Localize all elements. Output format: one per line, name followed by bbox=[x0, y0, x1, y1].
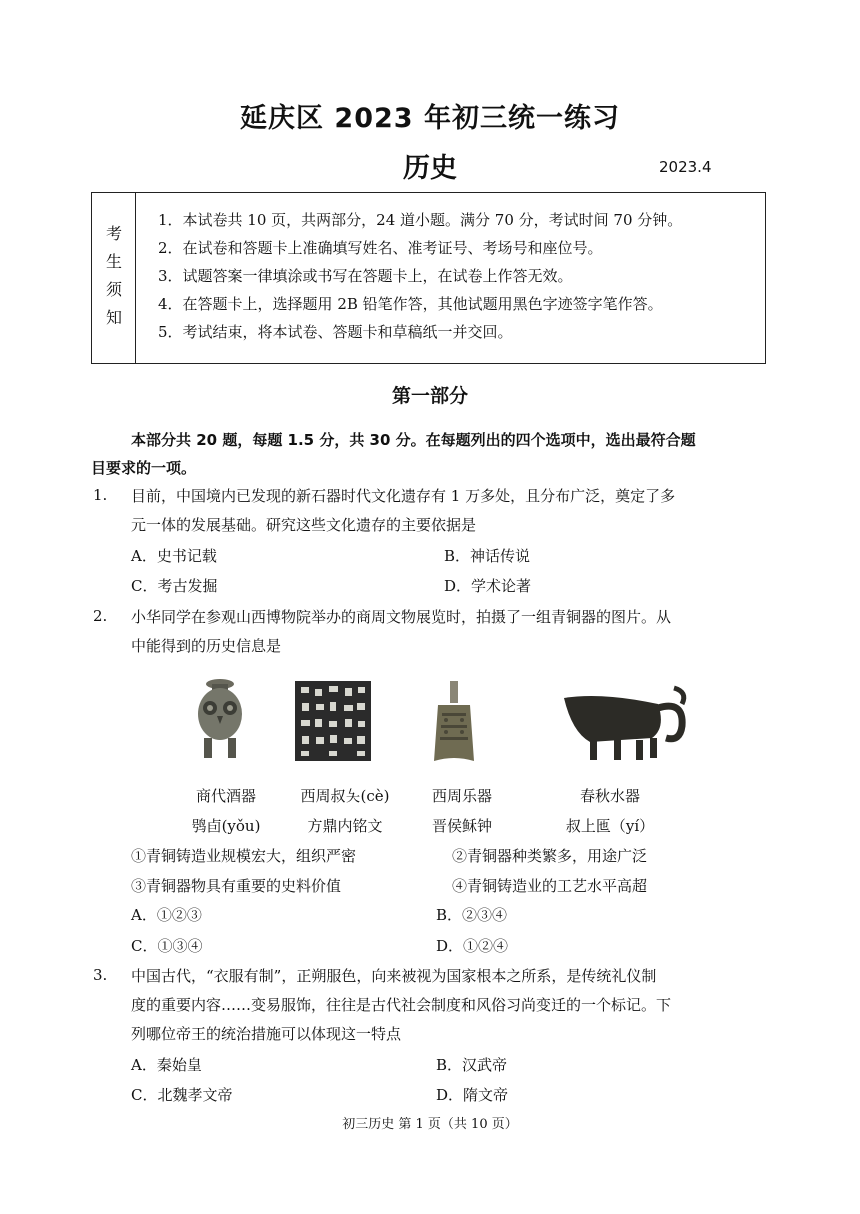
question-stem bbox=[131, 962, 771, 1049]
subject-title: 历史 bbox=[403, 153, 457, 184]
option-d: D．学术论著 bbox=[444, 577, 532, 595]
option-a: A．史书记载 bbox=[131, 547, 217, 565]
notice-label-char: 考 bbox=[105, 224, 122, 243]
stem-line: 列哪位帝王的统治措施可以体现这一特点 bbox=[131, 1025, 402, 1043]
page-footer: 初三历史 第 1 页（共 10 页） bbox=[342, 1117, 518, 1132]
caption-line: 西周乐器 bbox=[431, 787, 492, 805]
option-a: A．秦始皇 bbox=[131, 1056, 202, 1074]
stem-line: 元一体的发展基础。研究这些文化遗存的主要依据是 bbox=[131, 516, 477, 534]
instruction-line: 本部分共 20 题，每题 1.5 分，共 30 分。在每题列出的四个选项中，选出最符合题 bbox=[131, 431, 696, 449]
bell-zhong-image bbox=[432, 681, 476, 765]
notice-item: 2．在试卷和答题卡上准确填写姓名、准考证号、考场号和座位号。 bbox=[158, 239, 603, 257]
question-stem bbox=[131, 482, 771, 540]
notice-label-char: 知 bbox=[105, 308, 122, 327]
caption-line: 鸮卣(yǒu) bbox=[191, 817, 261, 835]
question-number: 2. bbox=[93, 607, 108, 625]
question-stem bbox=[131, 603, 771, 661]
part-instruction bbox=[91, 426, 771, 482]
question-number: 1. bbox=[93, 486, 108, 504]
inscription-rubbing-image bbox=[295, 681, 371, 761]
notice-item: 1．本试卷共 10 页，共两部分，24 道小题。满分 70 分，考试时间 70 分钟。 bbox=[158, 211, 683, 229]
notice-item: 5．考试结束，将本试卷、答题卡和草稿纸一并交回。 bbox=[158, 323, 513, 341]
part-title: 第一部分 bbox=[391, 385, 468, 407]
notice-label-char: 须 bbox=[105, 280, 122, 299]
caption-line: 春秋水器 bbox=[579, 787, 640, 805]
option-a: A．①②③ bbox=[131, 906, 202, 924]
caption-line: 西周叔夨(cè) bbox=[300, 787, 390, 805]
stem-line: 目前，中国境内已发现的新石器时代文化遗存有 1 万多处，且分布广泛，奠定了多 bbox=[131, 487, 676, 505]
option-d: D．隋文帝 bbox=[436, 1086, 509, 1104]
caption-line: 晋侯稣钟 bbox=[431, 817, 492, 835]
option-b: B．汉武帝 bbox=[436, 1056, 508, 1074]
artifact-caption bbox=[392, 785, 532, 836]
option-b: B．神话传说 bbox=[444, 547, 531, 565]
option-d: D．①②④ bbox=[436, 937, 509, 955]
statement: ③青铜器物具有重要的史料价值 bbox=[131, 877, 342, 895]
notice-label bbox=[92, 193, 136, 363]
yi-water-vessel-image bbox=[562, 682, 692, 764]
stem-line: 度的重要内容……变易服饰，往往是古代社会制度和风俗习尚变迁的一个标记。下 bbox=[131, 996, 672, 1014]
option-b: B．②③④ bbox=[436, 906, 508, 924]
instruction-line: 目要求的一项。 bbox=[91, 459, 197, 477]
option-c: C．考古发掘 bbox=[131, 577, 218, 595]
question-number: 3. bbox=[93, 966, 108, 984]
stem-line: 小华同学在参观山西博物院举办的商周文物展览时，拍摄了一组青铜器的图片。从 bbox=[131, 608, 672, 626]
statement: ②青铜器种类繁多，用途广泛 bbox=[452, 847, 648, 865]
option-c: C．①③④ bbox=[131, 937, 203, 955]
stem-line: 中国古代，“衣服有制”，正朔服色，向来被视为国家根本之所系，是传统礼仪制 bbox=[131, 967, 657, 985]
stem-line: 中能得到的历史信息是 bbox=[131, 637, 282, 655]
exam-title: 延庆区 2023 年初三统一练习 bbox=[240, 103, 620, 134]
exam-date: 2023.4 bbox=[659, 158, 712, 176]
notice-item: 4．在答题卡上，选择题用 2B 铅笔作答，其他试题用黑色字迹签字笔作答。 bbox=[158, 295, 663, 313]
caption-line: 商代酒器 bbox=[195, 787, 256, 805]
statement: ④青铜铸造业的工艺水平高超 bbox=[452, 877, 648, 895]
caption-line: 方鼎内铭文 bbox=[307, 817, 383, 835]
notice-list bbox=[158, 209, 682, 349]
notice-item: 3．试题答案一律填涂或书写在答题卡上，在试卷上作答无效。 bbox=[158, 267, 573, 285]
owl-you-vessel-image bbox=[192, 674, 248, 766]
candidate-notice-box bbox=[91, 192, 766, 364]
notice-label-char: 生 bbox=[105, 252, 122, 271]
caption-line: 叔上匜（yí） bbox=[565, 817, 655, 835]
statement: ①青铜铸造业规模宏大，组织严密 bbox=[131, 847, 357, 865]
artifact-caption bbox=[540, 785, 680, 836]
option-c: C．北魏孝文帝 bbox=[131, 1086, 233, 1104]
